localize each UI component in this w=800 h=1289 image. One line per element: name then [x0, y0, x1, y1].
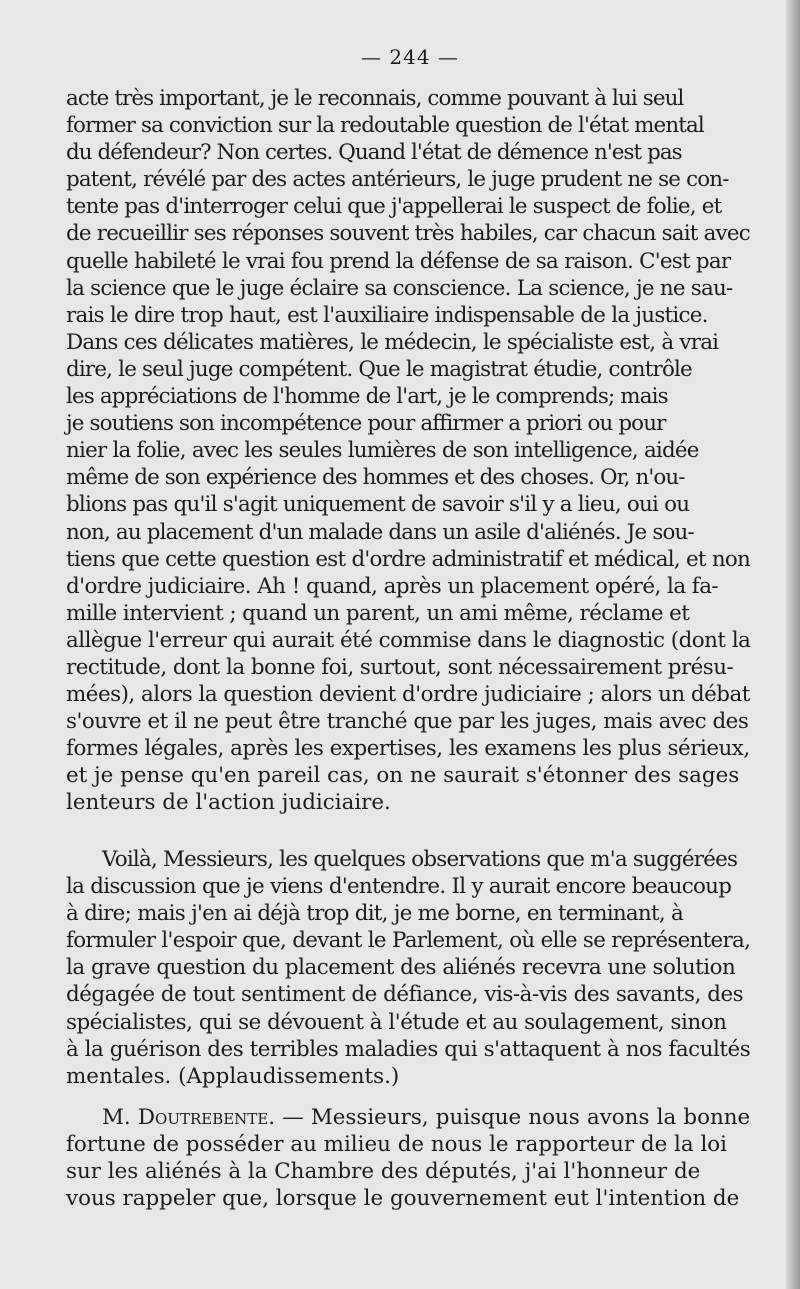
text-line [66, 1104, 750, 1131]
text-line: spécialistes, qui se dévouent à l'étude et au soulagement, sinon [66, 1009, 727, 1035]
text-line: mille intervient ; quand un parent, un ami même, réclame et [66, 600, 690, 626]
text-line: la science que le juge éclaire sa conscience. La science, je ne sau- [66, 275, 733, 301]
text-line: d'ordre judiciaire. Ah ! quand, après un placement opéré, la fa- [66, 573, 719, 599]
text-line: dégagée de tout sentiment de défiance, vis-à-vis des savants, des [66, 982, 744, 1008]
text-line: mées), alors la question devient d'ordre judiciaire ; alors un débat [66, 682, 750, 708]
text-line: les appréciations de l'homme de l'art, je le comprends; mais [66, 384, 668, 410]
text-line: sur les aliénés à la Chambre des députés, j'ai l'honneur de [66, 1159, 701, 1185]
text-line: s'ouvre et il ne peut être tranché que par les juges, mais avec des [66, 709, 749, 735]
text-line: tente pas d'interroger celui que j'appellerai le suspect de folie, et [66, 194, 722, 220]
text-line: lenteurs de l'action judiciaire. [66, 790, 391, 816]
text-line: même de son expérience des hommes et des choses. Or, n'ou- [66, 465, 685, 491]
paragraph-2 [66, 846, 750, 1090]
text-line: Dans ces délicates matières, le médecin, le spécialiste est, à vrai [66, 329, 719, 355]
speaker-name: M. Doutrebente. [102, 1105, 276, 1130]
text-line: Voilà, Messieurs, les quelques observations que m'a suggérées [102, 847, 738, 872]
text-line: non, au placement d'un malade dans un asile d'aliénés. Je sou- [66, 519, 694, 545]
text-line: fortune de posséder au milieu de nous le rapporteur de la loi [66, 1132, 727, 1158]
text-line: blions pas qu'il s'agit uniquement de savoir s'il y a lieu, oui ou [66, 492, 690, 518]
text-line: à dire; mais j'en ai déjà trop dit, je me borne, en terminant, à [66, 901, 683, 927]
text-line: tiens que cette question est d'ordre administratif et médical, et non [66, 546, 751, 572]
text-line: la discussion que je viens d'entendre. Il y aurait encore beaucoup [66, 874, 732, 900]
text-line: de recueillir ses réponses souvent très habiles, car chacun sait avec [66, 221, 750, 247]
text-line: la grave question du placement des aliénés recevra une solution [66, 955, 736, 981]
text-line: dire, le seul juge compétent. Que le magistrat étudie, contrôle [66, 356, 692, 382]
paragraph-3 [66, 1104, 750, 1212]
page-edge-shadow [786, 0, 800, 1289]
text-line: former sa conviction sur la redoutable question de l'état mental [66, 113, 704, 139]
text-line: patent, révélé par des actes antérieurs, le juge prudent ne se con- [66, 167, 729, 193]
text-line: vous rappeler que, lorsque le gouvernement eut l'intention de [66, 1186, 740, 1212]
text-line: à la guérison des terribles maladies qui s'attaquent à nos facultés [66, 1036, 751, 1062]
text-line: formuler l'espoir que, devant le Parlement, où elle se représentera, [66, 928, 751, 954]
text-line: allègue l'erreur qui aurait été commise dans le diagnostic (dont la [66, 627, 751, 653]
page-number: — 244 — [361, 45, 459, 69]
text-line: rais le dire trop haut, est l'auxiliaire indispensable de la justice. [66, 302, 708, 328]
text-line: acte très important, je le reconnais, comme pouvant à lui seul [66, 86, 684, 111]
text-line: du défendeur? Non certes. Quand l'état de démence n'est pas [66, 140, 682, 166]
text-line: je soutiens son incompétence pour affirmer a priori ou pour [66, 411, 666, 437]
speaker-text: — Messieurs, puisque nous avons la bonne [275, 1105, 751, 1130]
text-line: rectitude, dont la bonne foi, surtout, sont nécessairement présu- [66, 654, 734, 680]
text-line: et je pense qu'en pareil cas, on ne saurait s'étonner des sages [66, 763, 740, 789]
text-line: nier la folie, avec les seules lumières de son intelligence, aidée [66, 438, 699, 464]
text-line: mentales. (Applaudissements.) [66, 1063, 400, 1089]
paragraph-1 [66, 85, 750, 817]
text-line: quelle habileté le vrai fou prend la défense de sa raison. C'est par [66, 248, 731, 274]
text-line: formes légales, après les expertises, les examens les plus sérieux, [66, 736, 750, 762]
